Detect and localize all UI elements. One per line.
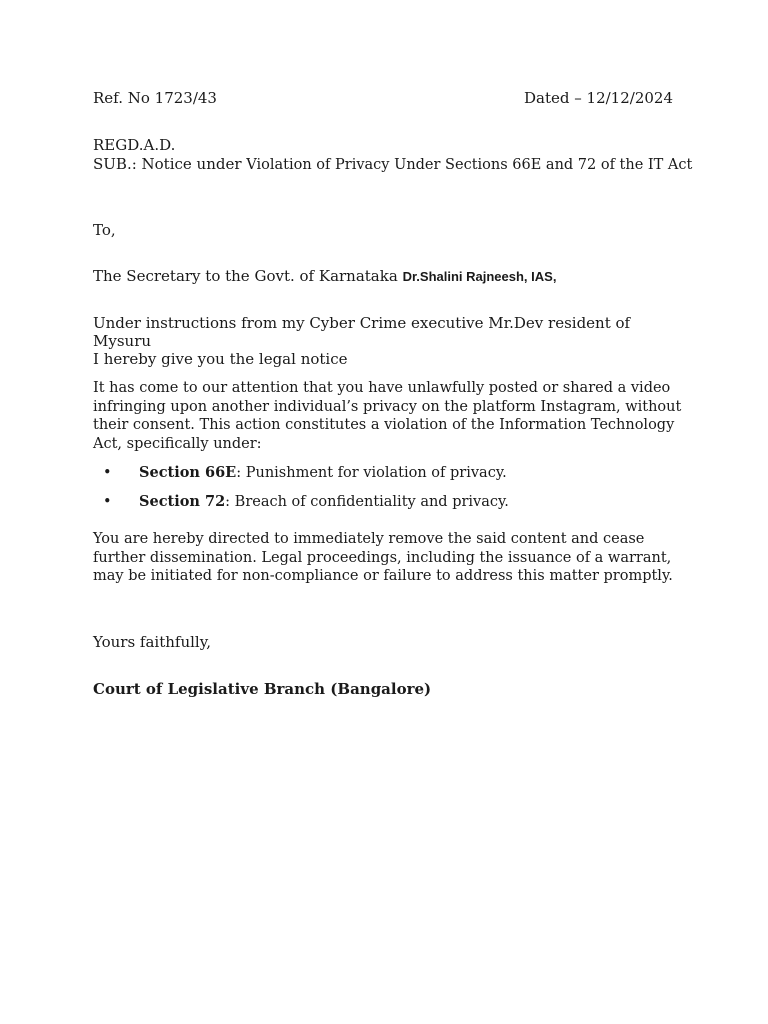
registered-ad-label: REGD.A.D.	[93, 136, 176, 154]
bullet-icon: •	[103, 494, 112, 510]
signature: Court of Legislative Branch (Bangalore)	[93, 680, 432, 698]
section-description: : Breach of confidentiality and privacy.	[225, 494, 509, 510]
bullet-icon: •	[103, 465, 112, 481]
recipient-name: Dr.Shalini Rajneesh, IAS	[402, 269, 553, 284]
instructions-line-2: I hereby give you the legal notice	[93, 350, 348, 368]
subject-prefix: SUB.: Notice under	[93, 155, 247, 173]
section-label: Section 72	[139, 493, 226, 510]
recipient-suffix: ,	[552, 269, 557, 284]
sections-list	[93, 464, 683, 522]
list-item	[93, 464, 683, 493]
reference-number: Ref. No 1723/43	[93, 89, 217, 107]
directive-paragraph: You are hereby directed to immediately remove the said content and cease further dissemination. Legal proceedings, including the issuance of a warrant, may be initiated for non-compliance or failure to address this matter promptly.	[93, 531, 673, 584]
subject-line	[93, 155, 692, 174]
section-description: : Punishment for violation of privacy.	[236, 465, 507, 481]
recipient-line	[93, 267, 556, 286]
subject-text: Violation of Privacy Under Sections 66E and 72 of the IT Act	[246, 157, 693, 173]
closing-line: Yours faithfully,	[93, 633, 211, 651]
date-line: Dated – 12/12/2024	[524, 89, 673, 107]
instructions-paragraph	[93, 314, 683, 368]
list-item	[93, 493, 683, 522]
salutation: To,	[93, 221, 116, 239]
recipient-title: The Secretary to the Govt. of Karnataka	[93, 267, 403, 285]
instructions-line-1: Under instructions from my Cyber Crime executive Mr.Dev resident of Mysuru	[93, 314, 631, 350]
violation-paragraph: It has come to our attention that you have unlawfully posted or shared a video infringing upon another individual’s privacy on the platform Instagram, without their consent. This action constitutes a violation of the Information Technology Act, specifically under:	[93, 380, 682, 452]
section-label: Section 66E	[139, 464, 237, 481]
